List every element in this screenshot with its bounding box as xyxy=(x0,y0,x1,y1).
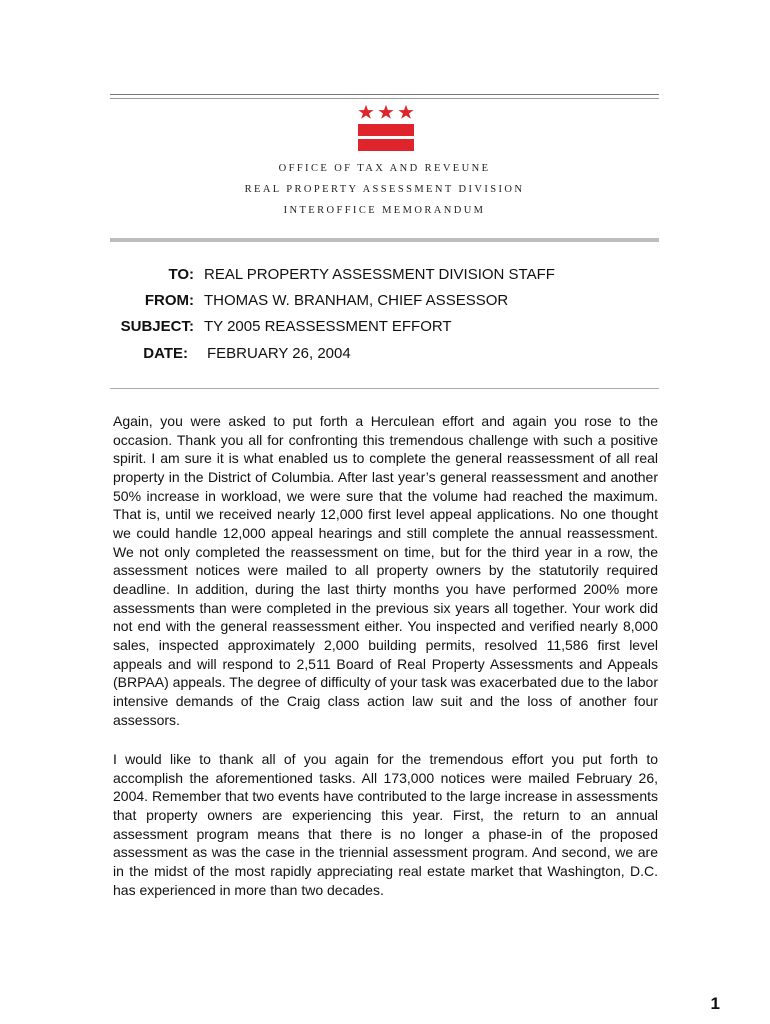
header-divider xyxy=(110,238,659,242)
to-label: TO: xyxy=(168,266,194,283)
date-label: DATE: xyxy=(143,345,188,362)
body-paragraph-2: I would like to thank all of you again for the tremendous effort you put forth to accomplish the aforementioned tasks. All 173,000 notices were mailed February 26, 2004. Remember that two events have contributed to the large increase in assessments that property owners are experiencing this year. First, the return to an annual assessment program means that there is no longer a phase-in of the proposed assessment as was the case in the triennial assessment program. And second, we are in the midst of the most rapidly appreciating real estate market that Washington, D.C. has experienced in more than two decades. xyxy=(113,751,658,898)
star-icon xyxy=(398,104,414,120)
letterhead xyxy=(110,158,659,221)
dc-flag-icon xyxy=(352,104,416,156)
flag-bar xyxy=(358,124,414,136)
office-name: OFFICE OF TAX AND REVEUNE xyxy=(278,163,491,174)
top-divider xyxy=(110,94,659,99)
subject-value: TY 2005 REASSESSMENT EFFORT xyxy=(204,318,452,335)
flag-stars xyxy=(352,104,416,120)
flag-bar xyxy=(358,139,414,151)
from-label: FROM: xyxy=(144,292,194,309)
to-value: REAL PROPERTY ASSESSMENT DIVISION STAFF xyxy=(204,266,555,283)
memo-type: INTEROFFICE MEMORANDUM xyxy=(283,205,486,216)
subject-label: SUBJECT: xyxy=(120,318,194,335)
star-icon xyxy=(358,104,374,120)
date-value: FEBRUARY 26, 2004 xyxy=(207,345,351,362)
from-value: THOMAS W. BRANHAM, CHIEF ASSESSOR xyxy=(204,292,509,309)
page-number: 1 xyxy=(710,994,720,1013)
division-name: REAL PROPERTY ASSESSMENT DIVISION xyxy=(244,184,525,195)
star-icon xyxy=(378,104,394,120)
memo-divider xyxy=(110,388,659,389)
body-paragraph-1: Again, you were asked to put forth a Herculean effort and again you rose to the occasion. Thank you all for confronting this tremendous challenge with such a positive spirit. I am sure it is what enabled us to complete the general reassessment of all real property in the District of Columbia. After last year’s general reassessment and another 50% increase in workload, we were sure that the volume had reached the maximum. That is, until we received nearly 12,000 first level appeal applications. No one thought we could handle 12,000 appeal hearings and still complete the annual reassessment. We not only completed the reassessment on time, but for the third year in a row, the assessment notices were mailed to all property owners by the statutorily required deadline. In addition, during the last thirty months you have performed 200% more assessments than were completed in the previous six years all together. Your work did not end with the general reassessment either. You inspected and verified nearly 8,000 sales, inspected approximately 2,000 building permits, resolved 11,586 first level appeals and will respond to 2,511 Board of Real Property Assessments and Appeals (BRPAA) appeals. The degree of difficulty of your task was exacerbated due to the labor intensive demands of the Craig class action law suit and the loss of another four assessors. xyxy=(113,413,658,728)
